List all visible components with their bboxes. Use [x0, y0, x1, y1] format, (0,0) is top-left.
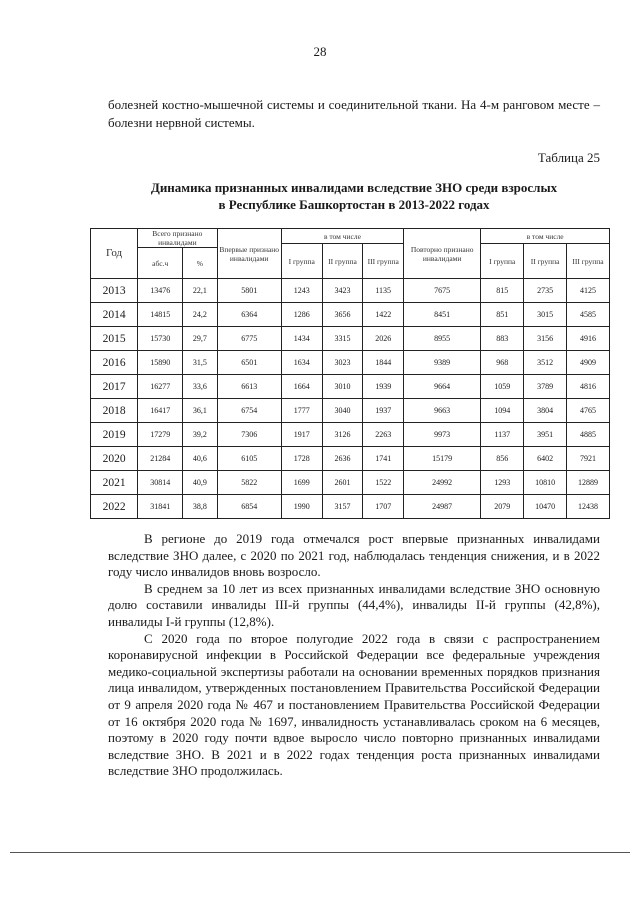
- table-cell: 1094: [481, 399, 524, 423]
- table-cell: 3156: [524, 327, 567, 351]
- table-cell: 9973: [404, 423, 481, 447]
- table-cell: 30814: [138, 471, 183, 495]
- table-cell: 4909: [567, 351, 610, 375]
- table-cell: 2636: [322, 447, 363, 471]
- table-cell: 6854: [217, 495, 281, 519]
- table-cell-year: 2020: [91, 447, 138, 471]
- table-cell: 7921: [567, 447, 610, 471]
- table-cell: 36,1: [183, 399, 217, 423]
- table-cell: 13476: [138, 279, 183, 303]
- table-cell-year: 2021: [91, 471, 138, 495]
- table-row: [91, 495, 610, 519]
- table-row: [91, 423, 610, 447]
- table-cell: 3423: [322, 279, 363, 303]
- table-cell: 3656: [322, 303, 363, 327]
- table-cell: 22,1: [183, 279, 217, 303]
- table-cell: 6501: [217, 351, 281, 375]
- table-row: [91, 327, 610, 351]
- table-cell: 1135: [363, 279, 404, 303]
- table-cell: 16277: [138, 375, 183, 399]
- table-cell: 1741: [363, 447, 404, 471]
- table-cell: 5801: [217, 279, 281, 303]
- table-cell-year: 2017: [91, 375, 138, 399]
- table-cell: 3126: [322, 423, 363, 447]
- table-cell: 4916: [567, 327, 610, 351]
- header-group-1: I группа: [281, 244, 322, 279]
- table-cell: 15890: [138, 351, 183, 375]
- table-cell: 4885: [567, 423, 610, 447]
- header-group-3: III группа: [363, 244, 404, 279]
- table-cell: 2263: [363, 423, 404, 447]
- table-cell: 4816: [567, 375, 610, 399]
- table-cell-year: 2019: [91, 423, 138, 447]
- table-cell: 3789: [524, 375, 567, 399]
- table-cell: 5822: [217, 471, 281, 495]
- table-cell-year: 2013: [91, 279, 138, 303]
- table-label: Таблица 25: [537, 150, 600, 165]
- table-cell: 1434: [281, 327, 322, 351]
- table-cell: 1664: [281, 375, 322, 399]
- table-cell: 29,7: [183, 327, 217, 351]
- body-text: [108, 531, 600, 780]
- table-cell: 1243: [281, 279, 322, 303]
- header-repeat: Повторно признано инвалидами: [404, 229, 481, 279]
- table-cell: 1917: [281, 423, 322, 447]
- footer-rule: [10, 852, 630, 853]
- table-row: [91, 375, 610, 399]
- header-repeat-group-1: I группа: [481, 244, 524, 279]
- table-cell: 4585: [567, 303, 610, 327]
- table-row: [91, 279, 610, 303]
- table-body: [91, 279, 610, 519]
- table-cell: 3015: [524, 303, 567, 327]
- table-cell: 3804: [524, 399, 567, 423]
- table-cell: 968: [481, 351, 524, 375]
- table-cell: 1728: [281, 447, 322, 471]
- table-cell-year: 2014: [91, 303, 138, 327]
- table-cell: 9663: [404, 399, 481, 423]
- table-title-line-2: в Республике Башкортостан в 2013-2022 годах: [218, 197, 490, 212]
- table-cell: 10470: [524, 495, 567, 519]
- table-cell: 1937: [363, 399, 404, 423]
- table-cell: 33,6: [183, 375, 217, 399]
- table-cell: 12889: [567, 471, 610, 495]
- table-cell: 3040: [322, 399, 363, 423]
- table-cell: 39,2: [183, 423, 217, 447]
- header-repeat-group-2: II группа: [524, 244, 567, 279]
- table-row: [91, 399, 610, 423]
- table-cell: 6775: [217, 327, 281, 351]
- table-cell-year: 2022: [91, 495, 138, 519]
- table-cell: 856: [481, 447, 524, 471]
- table-cell: 2735: [524, 279, 567, 303]
- table-cell: 31841: [138, 495, 183, 519]
- table-cell: 40,9: [183, 471, 217, 495]
- table-cell: 6105: [217, 447, 281, 471]
- table-row: [91, 303, 610, 327]
- header-including-first: в том числе: [281, 229, 403, 244]
- table-cell: 3157: [322, 495, 363, 519]
- header-year: Год: [91, 229, 138, 279]
- table-cell: 1293: [481, 471, 524, 495]
- table-cell: 1707: [363, 495, 404, 519]
- table-cell: 3512: [524, 351, 567, 375]
- paragraph-1: В регионе до 2019 года отмечался рост впервые признанных инвалидами вследствие ЗНО далее, с 2020 по 2021 год, наблюдалась тенденция снижения, и в 2022 году число инвалидов вновь возросло.: [108, 531, 600, 580]
- table-cell: 1059: [481, 375, 524, 399]
- table-cell: 883: [481, 327, 524, 351]
- table-cell-year: 2018: [91, 399, 138, 423]
- table-cell: 1522: [363, 471, 404, 495]
- intro-text: болезней костно-мышечной системы и соединительной ткани. На 4-м ранговом месте – болезни нервной системы.: [108, 97, 600, 130]
- table-title-line-1: Динамика признанных инвалидами вследствие ЗНО среди взрослых: [150, 180, 558, 195]
- header-abs: абс.ч: [138, 248, 183, 279]
- table-cell: 10810: [524, 471, 567, 495]
- table-cell: 1422: [363, 303, 404, 327]
- table-cell: 815: [481, 279, 524, 303]
- table-cell: 15730: [138, 327, 183, 351]
- table-cell: 1699: [281, 471, 322, 495]
- paragraph-2: В среднем за 10 лет из всех признанных инвалидами вследствие ЗНО основную долю составили инвалиды III-й группы (44,4%), инвалиды II-й группы (42,8%), инвалиды I-й группы (12,8%).: [108, 580, 600, 629]
- table-cell: 16417: [138, 399, 183, 423]
- table-title: [108, 179, 600, 213]
- table-cell: 9389: [404, 351, 481, 375]
- table-row: [91, 447, 610, 471]
- table-cell: 24,2: [183, 303, 217, 327]
- table-cell: 2079: [481, 495, 524, 519]
- header-repeat-group-3: III группа: [567, 244, 610, 279]
- table-cell: 6613: [217, 375, 281, 399]
- page-number: 28: [313, 44, 327, 59]
- table-cell: 3951: [524, 423, 567, 447]
- table-cell: 6364: [217, 303, 281, 327]
- disability-table: [90, 228, 610, 519]
- table-cell: 6402: [524, 447, 567, 471]
- table-cell: 1634: [281, 351, 322, 375]
- table-cell: 8451: [404, 303, 481, 327]
- table-cell: 40,6: [183, 447, 217, 471]
- paragraph-3: С 2020 года по второе полугодие 2022 года в связи с распространением коронавирусной инфекции в Российской Федерации все федеральные учреждения медико-социальной экспертизы работали на основании временных порядков признания лица инвалидом, утвержденных постановлением Правительства Российской Федерации от 9 апреля 2020 года № 467 и постановлением Правительства Российской Федерации от 16 октября 2020 года № 1697, инвалидность устанавливалась сроком на 6 месяцев, поэтому в 2020 году почти вдвое выросло число повторно признанных инвалидами вследствие ЗНО. В 2021 и в 2022 годах тенденция роста признанных инвалидами вследствие ЗНО продолжилась.: [108, 630, 600, 779]
- table-cell: 4765: [567, 399, 610, 423]
- table-cell: 1286: [281, 303, 322, 327]
- table-cell: 1939: [363, 375, 404, 399]
- table-row: [91, 351, 610, 375]
- table-cell: 7306: [217, 423, 281, 447]
- table-cell-year: 2015: [91, 327, 138, 351]
- table-cell: 24987: [404, 495, 481, 519]
- header-total: Всего признано инвалидами: [138, 229, 217, 248]
- table-cell: 2601: [322, 471, 363, 495]
- table-cell: 31,5: [183, 351, 217, 375]
- table-cell: 2026: [363, 327, 404, 351]
- table-cell: 9664: [404, 375, 481, 399]
- header-first-time: Впервые признано инвалидами: [217, 229, 281, 279]
- table-cell: 38,8: [183, 495, 217, 519]
- table-cell: 1137: [481, 423, 524, 447]
- table-cell: 4125: [567, 279, 610, 303]
- table-row: [91, 471, 610, 495]
- table-cell: 3023: [322, 351, 363, 375]
- table-cell: 14815: [138, 303, 183, 327]
- table-cell: 851: [481, 303, 524, 327]
- table-cell: 7675: [404, 279, 481, 303]
- table-cell: 3010: [322, 375, 363, 399]
- table-cell: 3315: [322, 327, 363, 351]
- table-cell: 6754: [217, 399, 281, 423]
- table-cell: 15179: [404, 447, 481, 471]
- table-cell: 1777: [281, 399, 322, 423]
- table-cell: 21284: [138, 447, 183, 471]
- table-cell: 12438: [567, 495, 610, 519]
- table-cell: 17279: [138, 423, 183, 447]
- header-group-2: II группа: [322, 244, 363, 279]
- header-pct: %: [183, 248, 217, 279]
- header-including-repeat: в том числе: [481, 229, 610, 244]
- table-cell: 1844: [363, 351, 404, 375]
- table-cell: 24992: [404, 471, 481, 495]
- table-cell: 8955: [404, 327, 481, 351]
- table-cell: 1990: [281, 495, 322, 519]
- table-cell-year: 2016: [91, 351, 138, 375]
